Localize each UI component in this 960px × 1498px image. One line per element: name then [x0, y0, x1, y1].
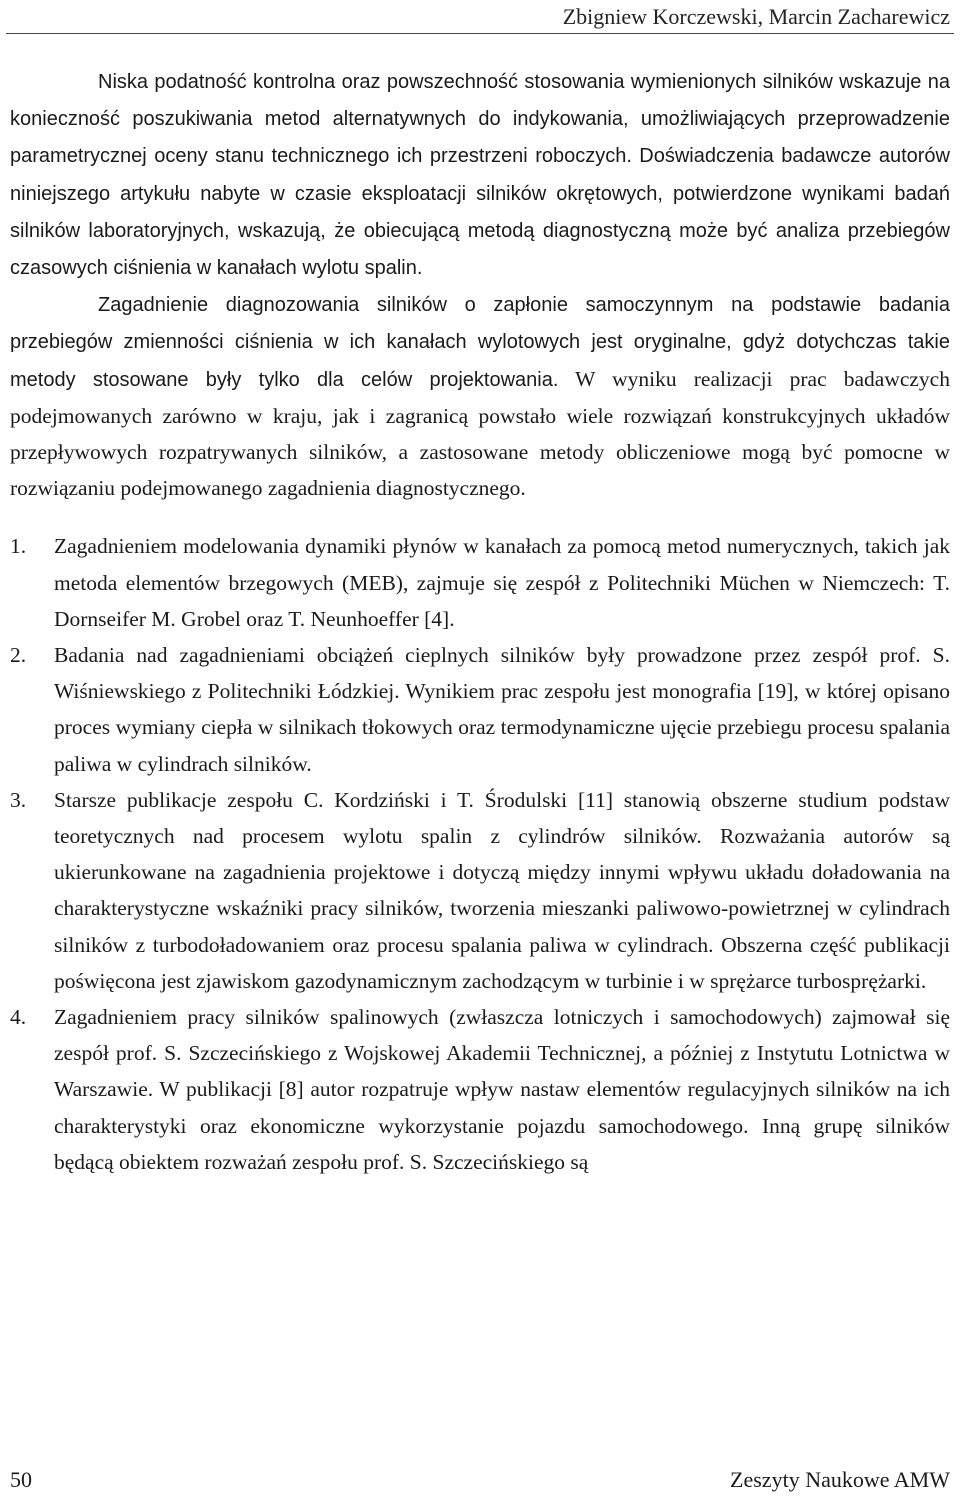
- list-item-text: Badania nad zagadnieniami obciążeń cieplnych silników były prowadzone przez zespół prof. S. Wiśniewskiego z Politechniki Łódzkiej. Wynikiem prac zespołu jest monografia [19], w której opisano proces wymiany ciepła w silnikach tłokowych oraz termodynamiczne ujęcie przebiegu procesu spalania paliwa w cylindrach silników.: [54, 643, 950, 776]
- page-footer: [10, 1466, 950, 1494]
- list-item-number: 4.: [10, 1005, 27, 1030]
- header-divider: [6, 33, 954, 34]
- paragraph-1-part-a: Niska podatność kontrolna oraz powszechność stosowania wymienionych silników wskazuje na konieczność poszukiwania metod alternatywnych do indykowania, umożliwiających przeprowadzenie parametrycznej oceny stanu technicznego ich przestrzeni roboczych.: [10, 71, 950, 168]
- numbered-list: [10, 528, 950, 1180]
- list-item: [10, 782, 950, 999]
- journal-name: Zeszyty Naukowe AMW: [730, 1467, 950, 1492]
- list-item: [10, 637, 950, 782]
- page-content: [10, 63, 950, 1180]
- list-item-text: Zagadnieniem modelowania dynamiki płynów w kanałach za pomocą metod numerycznych, takich jak metoda elementów brzegowych (MEB), zajmuje się zespół z Politechniki Müchen w Niemczech: T. Dornseifer M. Grobel oraz T. Neunhoeffer [4].: [54, 534, 950, 631]
- running-header: Zbigniew Korczewski, Marcin Zacharewicz: [562, 4, 950, 29]
- list-item-text: Starsze publikacje zespołu C. Kordziński i T. Środulski [11] stanowią obszerne studium podstaw teoretycznych nad procesem wylotu spalin z cylindrów silników. Rozważania autorów są ukierunkowane na zagadnienia projektowe i dotyczą między innymi wpływu układu doładowania na charakterystyczne wskaźniki pracy silników, tworzenia mieszanki paliwowo-powietrznej w cylindrach silników z turbodoładowaniem oraz procesu spalania paliwa w cylindrach. Obszerna część publikacji poświęcona jest zjawiskom gazodynamicznym zachodzącym w turbinie i w sprężarce turbosprężarki.: [54, 787, 950, 993]
- list-item: [10, 528, 950, 637]
- list-item-number: 1.: [10, 534, 27, 559]
- paragraph-1-part-b: Doświadczenia badawcze autorów niniejszego artykułu nabyte w czasie eksploatacji silników okrętowych, potwierdzone wynikami badań silników laboratoryjnych, wskazują, że obiecującą metodą diagnostyczną może być analiza przebiegów czasowych ciśnienia w kanałach wylotu spalin.: [10, 145, 950, 280]
- list-item: [10, 999, 950, 1180]
- paragraph-2-part-a: Zagadnienie diagnozowania silników o zapłonie samoczynnym na podstawie badania przebiegów zmienności ciśnienia w ich kanałach wylotowych jest oryginalne, gdyż dotychczas takie metody stosowane były tylko dla celów projektowania.: [10, 294, 950, 391]
- list-item-text: Zagadnieniem pracy silników spalinowych (zwłaszcza lotniczych i samochodowych) zajmował się zespół prof. S. Szczecińskiego z Wojskowej Akademii Technicznej, a później z Instytutu Lotnictwa w Warszawie. W publikacji [8] autor rozpatruje wpływ nastaw elementów regulacyjnych silników na ich charakterystyki oraz ekonomiczne wykorzystanie pojazdu samochodowego. Inną grupę silników będącą obiektem rozważań zespołu prof. S. Szczecińskiego są: [54, 1005, 950, 1174]
- paragraph-2-part-b: W wyniku realizacji prac badawczych podejmowanych zarówno w kraju, jak i zagranicą powstało wiele rozwiązań konstrukcyjnych układów przepływowych rozpatrywanych silników, a zastosowane metody obliczeniowe mogą być pomocne w rozwiązaniu podejmowanego zagadnienia diagnostycznego.: [10, 366, 950, 501]
- paragraph-1: [10, 63, 950, 286]
- list-item-number: 3.: [10, 787, 27, 812]
- paragraph-2: [10, 286, 950, 506]
- page-number: 50: [10, 1467, 32, 1492]
- list-item-number: 2.: [10, 643, 27, 668]
